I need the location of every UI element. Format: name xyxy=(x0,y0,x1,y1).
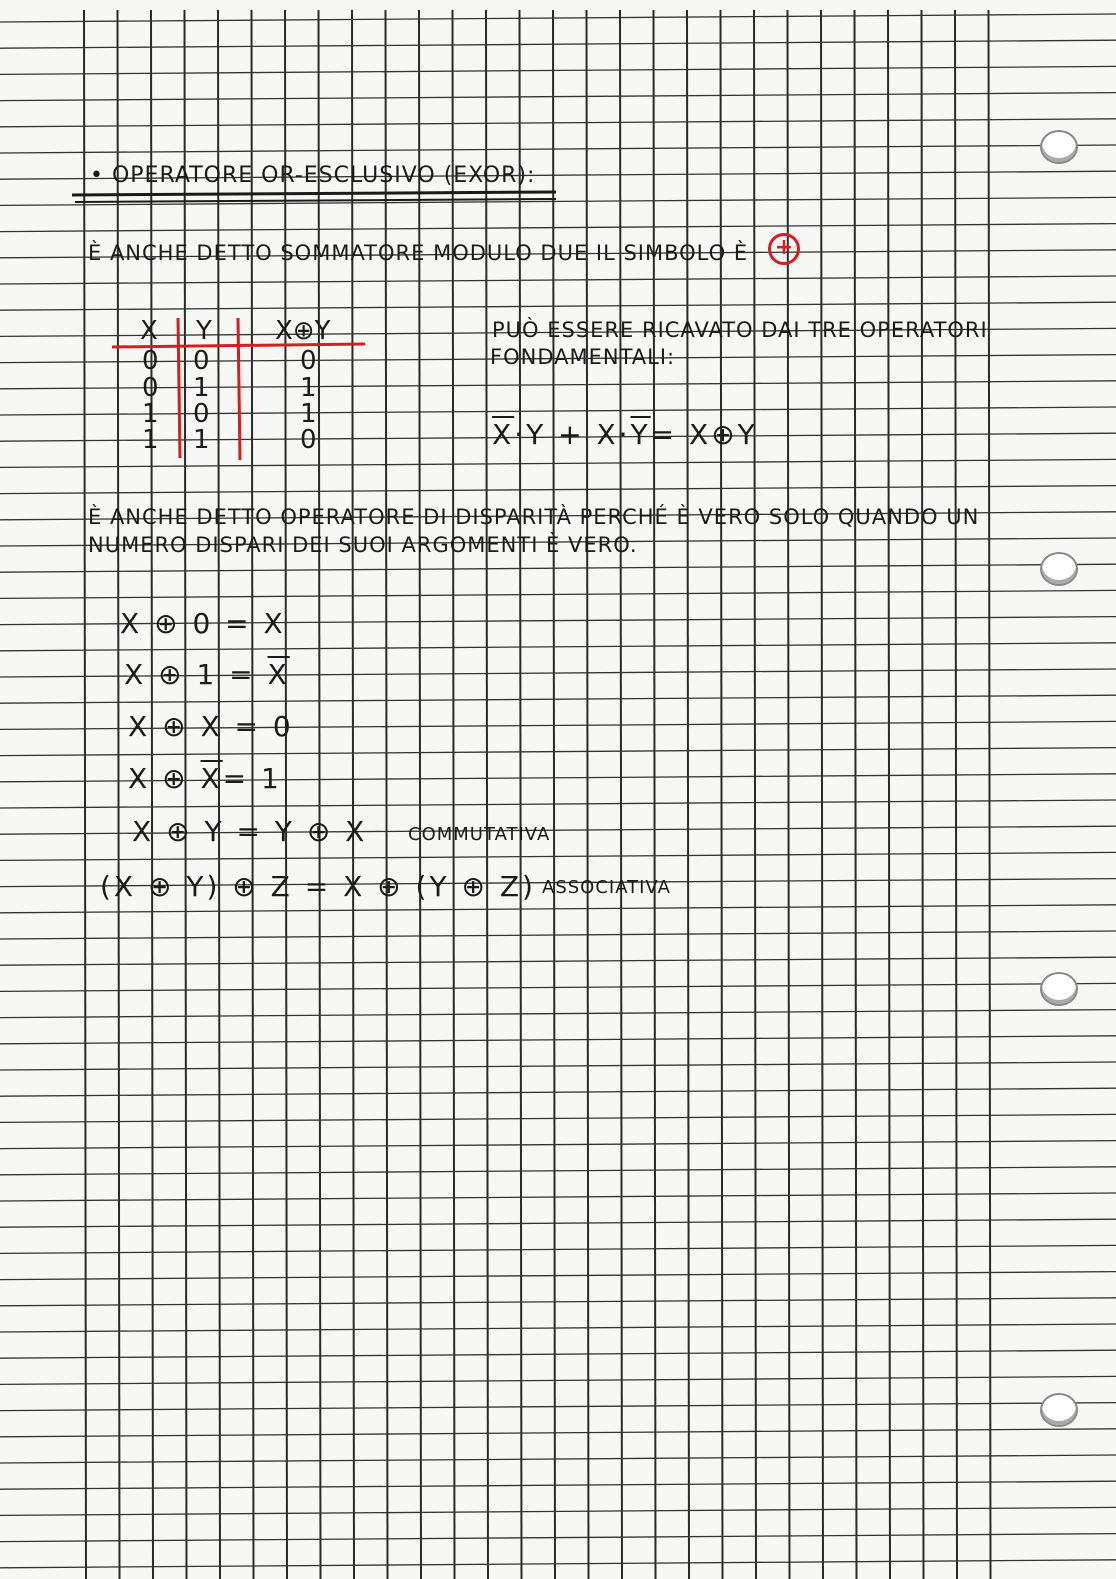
y-bar: $\overline{Y}$ xyxy=(630,418,651,451)
grid-line xyxy=(0,1350,1116,1358)
grid-line xyxy=(855,10,857,1579)
grid-line xyxy=(0,1036,1116,1044)
grid-line xyxy=(0,1141,1116,1149)
property-rhs: = 1 xyxy=(222,762,282,795)
grid-line xyxy=(0,1167,1116,1175)
grid-line xyxy=(0,302,1116,310)
table-cell: 0 xyxy=(300,425,317,455)
grid-line xyxy=(0,1010,1116,1018)
property-mid: $\overline{X}$ xyxy=(200,762,223,795)
property-lhs: X ⊕ Y = Y ⊕ X xyxy=(132,815,368,848)
grid-line xyxy=(0,1298,1116,1306)
property-rhs: 0 xyxy=(272,710,294,743)
grid-line xyxy=(0,1062,1116,1070)
grid-line xyxy=(0,1534,1116,1542)
property-lhs: X ⊕ xyxy=(128,762,189,795)
grid-line xyxy=(955,10,957,1579)
property-row xyxy=(120,607,286,640)
grid-line xyxy=(0,407,1116,415)
grid-line xyxy=(0,957,1116,965)
grid-line xyxy=(0,748,1116,756)
grid-line xyxy=(0,1507,1116,1515)
binder-hole xyxy=(1040,552,1078,586)
grid-line xyxy=(84,10,86,1579)
x-bar: $\overline{X}$ xyxy=(492,418,515,451)
grid-line xyxy=(0,852,1116,860)
grid-line xyxy=(0,1324,1116,1332)
parity-line-1: È ANCHE DETTO OPERATORE DI DISPARITÀ PERCHÉ È VERO SOLO QUANDO UN xyxy=(88,505,980,529)
property-lhs: X ⊕ 0 = xyxy=(120,607,252,640)
grid-line xyxy=(888,10,890,1579)
page-title: • OPERATORE OR-ESCLUSIVO (EXOR): xyxy=(90,163,536,188)
table-cell: 0 xyxy=(142,346,159,376)
grid-line xyxy=(0,1114,1116,1122)
grid-line xyxy=(0,1193,1116,1201)
binder-hole xyxy=(1040,972,1078,1006)
grid-line xyxy=(989,10,991,1579)
grid-line xyxy=(0,224,1116,232)
property-lhs: X ⊕ X = xyxy=(128,710,261,743)
grid-line xyxy=(0,643,1116,651)
grid-line xyxy=(0,1403,1116,1411)
table-cell: 1 xyxy=(142,399,159,429)
table-cell: 1 xyxy=(300,399,317,429)
table-cell: 1 xyxy=(142,425,159,455)
table-cell: 0 xyxy=(193,346,210,376)
grid-line xyxy=(0,1219,1116,1227)
intro-line: È ANCHE DETTO SOMMATORE MODULO DUE IL SIMBOLO È xyxy=(88,241,749,265)
grid-line xyxy=(0,695,1116,703)
property-row xyxy=(128,710,294,743)
grid-line xyxy=(0,1455,1116,1463)
property-rhs: X xyxy=(263,607,286,640)
grid-line xyxy=(0,1560,1116,1568)
side-note-line-2: FONDAMENTALI: xyxy=(490,345,676,369)
property-row xyxy=(128,762,282,795)
property-lhs: X ⊕ 1 = xyxy=(124,658,256,691)
parity-line-2: NUMERO DISPARI DEI SUOI ARGOMENTI È VERO. xyxy=(88,533,638,557)
table-header: X⊕Y xyxy=(275,316,331,346)
table-header: Y xyxy=(196,316,212,346)
grid-line xyxy=(0,983,1116,991)
grid-line xyxy=(0,119,1116,127)
grid-line xyxy=(0,1088,1116,1096)
grid-line xyxy=(0,1481,1116,1489)
property-row xyxy=(132,815,367,848)
grid-line xyxy=(922,10,924,1579)
table-cell: 0 xyxy=(300,346,317,376)
grid-line xyxy=(0,1245,1116,1253)
property-row xyxy=(100,870,536,903)
grid-line xyxy=(0,459,1116,467)
grid-line xyxy=(0,905,1116,913)
table-cell: 1 xyxy=(300,373,317,403)
grid-line xyxy=(754,10,756,1579)
grid-line xyxy=(0,276,1116,284)
property-lhs: (X ⊕ Y) ⊕ Z = X ⊕ (Y ⊕ Z) xyxy=(100,870,536,903)
grid-line xyxy=(0,14,1116,22)
table-header: X xyxy=(140,316,158,346)
formula-part: = X⊕Y xyxy=(650,418,758,451)
table-cell: 1 xyxy=(193,373,210,403)
grid-line xyxy=(0,1429,1116,1437)
grid-line xyxy=(0,1272,1116,1280)
side-note-line-1: PUÒ ESSERE RICAVATO DAI TRE OPERATORI xyxy=(492,318,988,342)
grid-line xyxy=(821,10,823,1579)
table-cell: 1 xyxy=(193,425,210,455)
grid-line xyxy=(0,40,1116,48)
grid-line xyxy=(0,93,1116,101)
table-cell: 0 xyxy=(142,373,159,403)
property-row xyxy=(124,658,290,691)
property-rhs: $\overline{X}$ xyxy=(267,658,290,691)
property-note: COMMUTATIVA xyxy=(408,824,551,845)
exor-symbol-icon: + xyxy=(768,233,800,265)
grid-line xyxy=(0,486,1116,494)
grid-line xyxy=(0,931,1116,939)
grid-line xyxy=(0,564,1116,572)
expansion-formula xyxy=(492,418,758,451)
grid-line xyxy=(0,381,1116,389)
grid-line xyxy=(0,590,1116,598)
formula-part: ·Y + X· xyxy=(514,418,631,451)
grid-line xyxy=(0,66,1116,74)
table-cell: 0 xyxy=(193,399,210,429)
binder-hole xyxy=(1040,1393,1078,1427)
property-note: ASSOCIATIVA xyxy=(542,877,671,898)
grid-line xyxy=(0,145,1116,153)
grid-line xyxy=(0,1376,1116,1384)
grid-line xyxy=(0,800,1116,808)
binder-hole xyxy=(1040,130,1078,164)
